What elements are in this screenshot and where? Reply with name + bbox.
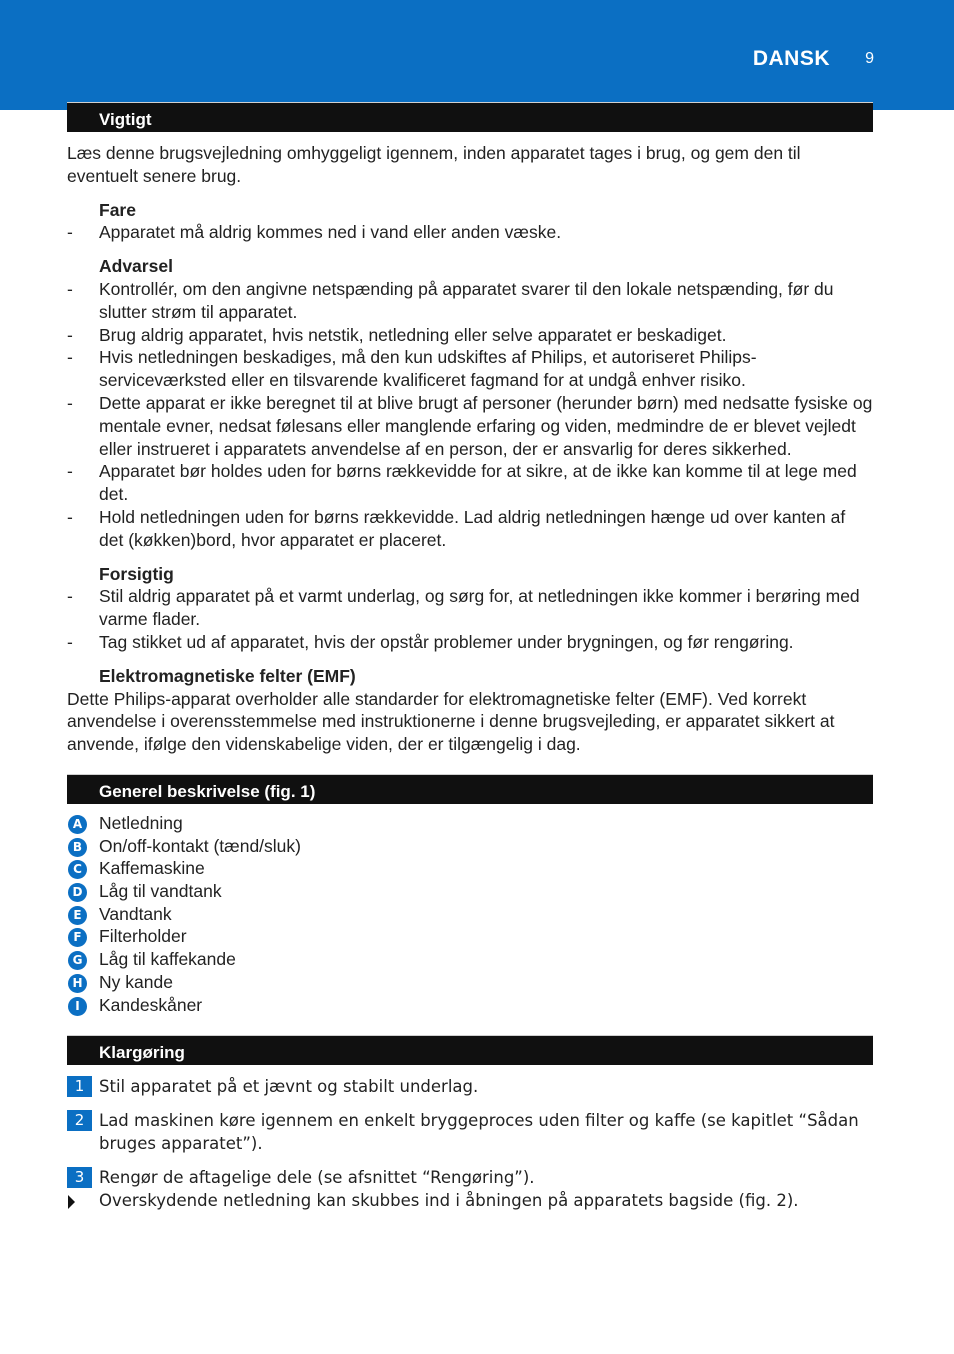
- letter-badge: C: [68, 860, 87, 879]
- letter-badge: A: [68, 815, 87, 834]
- part-label: Ny kande: [99, 971, 173, 992]
- dash-bullet: -: [67, 586, 73, 607]
- list-item: [67, 278, 873, 324]
- list-item: [67, 971, 873, 994]
- dash-bullet: -: [67, 461, 73, 482]
- danger-heading: Fare: [99, 199, 136, 220]
- parts-list: [67, 812, 873, 1016]
- letter-badge: E: [68, 906, 87, 925]
- header-band: [0, 0, 954, 110]
- letter-badge: D: [68, 883, 87, 902]
- list-item: [67, 880, 873, 903]
- step-number-badge: 1: [67, 1076, 92, 1097]
- list-item-text: Tag stikket ud af apparatet, hvis der opstår problemer under brygningen, og før rengøring.: [99, 631, 794, 652]
- intro-paragraph: Læs denne brugsvejledning omhyggeligt igennem, inden apparatet tages i brug, og gem den til eventuelt senere brug.: [67, 143, 801, 186]
- list-item-text: Dette apparat er ikke beregnet til at blive brugt af personer (herunder børn) med nedsatte fysiske og mentale evner, nedsat følesans eller manglende erfaring og viden, medmindre de er blevet vejledt eller instrueret i apparatets anvendelse af en person, der er ansvarlig for deres sikkerhed.: [99, 392, 873, 459]
- step-item: [67, 1166, 873, 1189]
- step-text: Rengør de aftagelige dele (se afsnittet “Rengøring”).: [99, 1168, 535, 1188]
- dash-bullet: -: [67, 222, 73, 243]
- caution-heading: Forsigtig: [99, 563, 174, 584]
- part-label: Kaffemaskine: [99, 858, 205, 879]
- dash-bullet: -: [67, 324, 73, 345]
- note-item: [67, 1189, 873, 1212]
- page-number: 9: [865, 50, 874, 67]
- step-item: [67, 1075, 873, 1098]
- list-item: [67, 324, 873, 347]
- list-item-text: Hvis netledningen beskadiges, må den kun udskiftes af Philips, et autoriseret Philips-serviceværksted eller en tilsvarende kvalificeret fagmand for at undgå enhver risiko.: [99, 347, 757, 391]
- note-text: Overskydende netledning kan skubbes ind i åbningen på apparatets bagside (fig. 2).: [99, 1191, 799, 1211]
- list-item-text: Hold netledningen uden for børns rækkevidde. Lad aldrig netledningen hænge ud over kanten af det (køkken)bord, hvor apparatet er placeret.: [99, 506, 846, 550]
- letter-badge: B: [68, 838, 87, 857]
- section-title-description: Generel beskrivelse (fig. 1): [67, 774, 873, 804]
- step-text: Stil apparatet på et jævnt og stabilt underlag.: [99, 1077, 479, 1097]
- dash-bullet: -: [67, 278, 73, 299]
- list-item: [67, 221, 873, 244]
- dash-bullet: -: [67, 392, 73, 413]
- step-number-badge: 3: [67, 1167, 92, 1188]
- part-label: Låg til vandtank: [99, 881, 222, 902]
- dash-bullet: -: [67, 347, 73, 368]
- list-item-text: Apparatet bør holdes uden for børns rækkevidde for at sikre, at de ikke kan komme til at lege med det.: [99, 461, 857, 505]
- list-item: [67, 460, 873, 506]
- list-item: [67, 994, 873, 1017]
- language-label: DANSK: [752, 47, 830, 70]
- list-item: [67, 346, 873, 392]
- page-content: [67, 102, 873, 1212]
- list-item: [67, 857, 873, 880]
- letter-badge: F: [68, 928, 87, 947]
- dash-bullet: -: [67, 506, 73, 527]
- part-label: Kandeskåner: [99, 994, 203, 1015]
- letter-badge: G: [68, 951, 87, 970]
- list-item-text: Brug aldrig apparatet, hvis netstik, netledning eller selve apparatet er beskadiget.: [99, 324, 727, 345]
- list-item: [67, 812, 873, 835]
- list-item: [67, 392, 873, 460]
- list-item-text: Stil aldrig apparatet på et varmt underlag, og sørg for, at netledningen ikke kommer i berøring med varme flader.: [99, 586, 860, 630]
- list-item: [67, 925, 873, 948]
- list-item: [67, 585, 873, 631]
- step-number-badge: 2: [67, 1110, 92, 1131]
- section-title-preparation: Klargøring: [67, 1035, 873, 1065]
- part-label: Filterholder: [99, 926, 187, 947]
- dash-bullet: -: [67, 631, 73, 652]
- part-label: Låg til kaffekande: [99, 949, 236, 970]
- list-item: [67, 948, 873, 971]
- letter-badge: I: [68, 997, 87, 1016]
- part-label: Netledning: [99, 812, 183, 833]
- emf-paragraph: Dette Philips-apparat overholder alle standarder for elektromagnetiske felter (EMF). Ved korrekt anvendelse i overensstemmelse med instruktionerne i denne brugsvejleding, er apparatet sikkert at anvende, ifølge den videnskabelige viden, der er tilgængelig i dag.: [67, 688, 835, 755]
- emf-heading: Elektromagnetiske felter (EMF): [99, 665, 356, 686]
- part-label: Vandtank: [99, 903, 172, 924]
- step-item: [67, 1109, 873, 1155]
- list-item: [67, 506, 873, 552]
- list-item: [67, 835, 873, 858]
- triangle-bullet-icon: [68, 1195, 75, 1209]
- step-text: Lad maskinen køre igennem en enkelt bryggeproces uden filter og kaffe (se kapitlet “Sådan bruges apparatet”).: [99, 1111, 859, 1154]
- part-label: On/off-kontakt (tænd/sluk): [99, 835, 301, 856]
- list-item-text: Apparatet må aldrig kommes ned i vand eller anden væske.: [99, 222, 562, 243]
- list-item-text: Kontrollér, om den angivne netspænding på apparatet svarer til den lokale netspænding, før du slutter strøm til apparatet.: [99, 278, 834, 322]
- letter-badge: H: [68, 974, 87, 993]
- section-title-important: Vigtigt: [67, 102, 873, 132]
- list-item: [67, 903, 873, 926]
- warning-heading: Advarsel: [99, 256, 173, 277]
- list-item: [67, 631, 873, 654]
